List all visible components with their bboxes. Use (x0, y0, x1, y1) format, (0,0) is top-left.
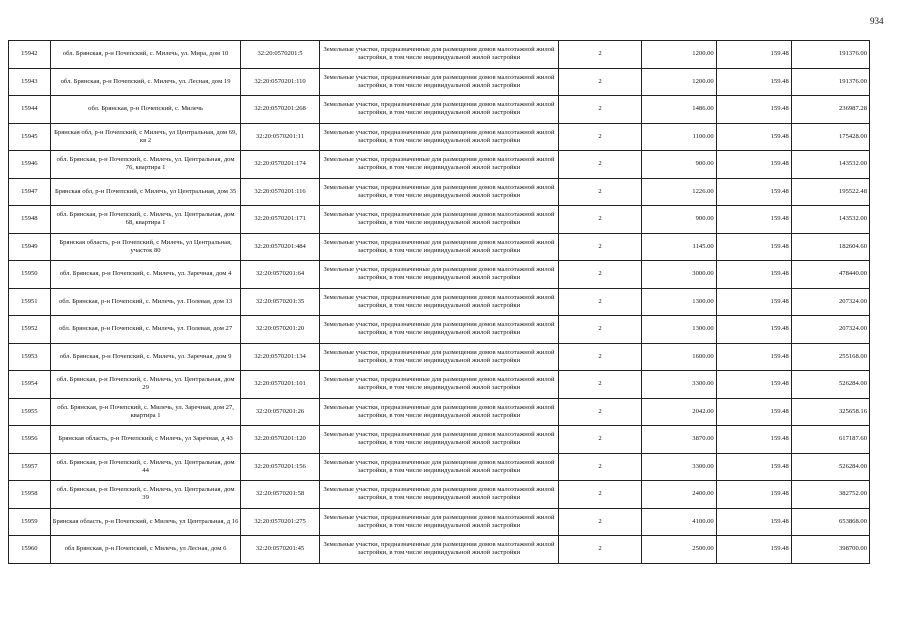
category-cell: 2 (559, 453, 641, 481)
cadastral-value-cell: 617187.60 (791, 426, 869, 454)
cadastral-value-cell: 653868.00 (791, 508, 869, 536)
category-cell: 2 (559, 426, 641, 454)
land-use-cell: Земельные участки, предназначенные для размещения домов малоэтажной жилой застройки, в том числе индивидуальной жилой застройки (319, 68, 559, 96)
rate-cell: 159.48 (716, 371, 791, 399)
category-cell: 2 (559, 316, 641, 344)
table-row (9, 481, 870, 509)
row-number: 15945 (9, 123, 51, 151)
rate-cell: 159.48 (716, 398, 791, 426)
cadastral-number-cell: 32:20:0570201:64 (241, 261, 319, 289)
table-row (9, 288, 870, 316)
address-cell: обл. Брянская, р-н Почепский, с. Милечь, ул. Полевая, дом 27 (50, 316, 241, 344)
cadastral-number-cell: 32:20:0570201:101 (241, 371, 319, 399)
cadastral-value-cell: 195522.48 (791, 178, 869, 206)
cadastral-number-cell: 32:20:0570201:171 (241, 206, 319, 234)
rate-cell: 159.48 (716, 536, 791, 564)
area-cell: 2400.00 (641, 481, 716, 509)
cadastral-number-cell: 32:20:0570201:484 (241, 233, 319, 261)
rate-cell: 159.48 (716, 96, 791, 124)
land-use-cell: Земельные участки, предназначенные для размещения домов малоэтажной жилой застройки, в том числе индивидуальной жилой застройки (319, 343, 559, 371)
rate-cell: 159.48 (716, 206, 791, 234)
land-use-cell: Земельные участки, предназначенные для размещения домов малоэтажной жилой застройки, в том числе индивидуальной жилой застройки (319, 426, 559, 454)
table-row (9, 261, 870, 289)
table-row (9, 41, 870, 69)
address-cell: Брянская область, р-н Почепский, с Милечь, ул Центральная, участок 80 (50, 233, 241, 261)
row-number: 15947 (9, 178, 51, 206)
category-cell: 2 (559, 206, 641, 234)
cadastral-number-cell: 32:20:0570201:5 (241, 41, 319, 69)
table-row (9, 123, 870, 151)
land-registry-table (8, 40, 870, 564)
cadastral-value-cell: 191376.00 (791, 68, 869, 96)
land-use-cell: Земельные участки, предназначенные для размещения домов малоэтажной жилой застройки, в том числе индивидуальной жилой застройки (319, 151, 559, 179)
row-number: 15960 (9, 536, 51, 564)
cadastral-number-cell: 32:20:0570201:26 (241, 398, 319, 426)
rate-cell: 159.48 (716, 178, 791, 206)
land-use-cell: Земельные участки, предназначенные для размещения домов малоэтажной жилой застройки, в том числе индивидуальной жилой застройки (319, 178, 559, 206)
category-cell: 2 (559, 398, 641, 426)
category-cell: 2 (559, 41, 641, 69)
address-cell: обл. Брянская, р-н Почепский, с. Милечь, ул. Центральная, дом 68, квартира 1 (50, 206, 241, 234)
area-cell: 1300.00 (641, 288, 716, 316)
land-use-cell: Земельные участки, предназначенные для размещения домов малоэтажной жилой застройки, в том числе индивидуальной жилой застройки (319, 536, 559, 564)
address-cell: обл. Брянская, р-н Почепский, с. Милечь, ул. Лесная, дом 19 (50, 68, 241, 96)
rate-cell: 159.48 (716, 233, 791, 261)
table-row (9, 426, 870, 454)
area-cell: 3300.00 (641, 371, 716, 399)
table-row (9, 151, 870, 179)
cadastral-number-cell: 32:20:0570201:58 (241, 481, 319, 509)
cadastral-number-cell: 32:20:0570201:11 (241, 123, 319, 151)
area-cell: 1300.00 (641, 316, 716, 344)
rate-cell: 159.48 (716, 508, 791, 536)
rate-cell: 159.48 (716, 453, 791, 481)
land-use-cell: Земельные участки, предназначенные для размещения домов малоэтажной жилой застройки, в том числе индивидуальной жилой застройки (319, 481, 559, 509)
cadastral-value-cell: 325658.16 (791, 398, 869, 426)
rate-cell: 159.48 (716, 123, 791, 151)
row-number: 15944 (9, 96, 51, 124)
area-cell: 3000.00 (641, 261, 716, 289)
cadastral-value-cell: 207324.00 (791, 288, 869, 316)
page-number: 934 (870, 16, 884, 26)
cadastral-value-cell: 526284.00 (791, 453, 869, 481)
rate-cell: 159.48 (716, 68, 791, 96)
address-cell: обл. Брянская, р-н Почепский, с. Милечь, ул. Центральная, дом 44 (50, 453, 241, 481)
table-row (9, 178, 870, 206)
table-row (9, 398, 870, 426)
category-cell: 2 (559, 96, 641, 124)
row-number: 15956 (9, 426, 51, 454)
cadastral-number-cell: 32:20:0570201:120 (241, 426, 319, 454)
address-cell: Брянская обл, р-н Почепский, с Милечь, ул Центральная, дом 69, кв 2 (50, 123, 241, 151)
row-number: 15946 (9, 151, 51, 179)
address-cell: обл. Брянская, р-н Почепский, с. Милечь, ул. Заречная, дом 27, квартира 1 (50, 398, 241, 426)
cadastral-number-cell: 32:20:0570201:116 (241, 178, 319, 206)
rate-cell: 159.48 (716, 41, 791, 69)
table-row (9, 68, 870, 96)
category-cell: 2 (559, 288, 641, 316)
row-number: 15953 (9, 343, 51, 371)
area-cell: 1226.00 (641, 178, 716, 206)
row-number: 15955 (9, 398, 51, 426)
land-use-cell: Земельные участки, предназначенные для размещения домов малоэтажной жилой застройки, в том числе индивидуальной жилой застройки (319, 96, 559, 124)
area-cell: 1200.00 (641, 68, 716, 96)
table-row (9, 343, 870, 371)
land-use-cell: Земельные участки, предназначенные для размещения домов малоэтажной жилой застройки, в том числе индивидуальной жилой застройки (319, 233, 559, 261)
row-number: 15943 (9, 68, 51, 96)
cadastral-number-cell: 32:20:0570201:174 (241, 151, 319, 179)
rate-cell: 159.48 (716, 343, 791, 371)
address-cell: обл. Брянская, р-н Почепский, с. Милечь (50, 96, 241, 124)
area-cell: 2500.00 (641, 536, 716, 564)
land-use-cell: Земельные участки, предназначенные для размещения домов малоэтажной жилой застройки, в том числе индивидуальной жилой застройки (319, 261, 559, 289)
category-cell: 2 (559, 343, 641, 371)
land-use-cell: Земельные участки, предназначенные для размещения домов малоэтажной жилой застройки, в том числе индивидуальной жилой застройки (319, 316, 559, 344)
cadastral-value-cell: 236987.28 (791, 96, 869, 124)
table-row (9, 508, 870, 536)
category-cell: 2 (559, 151, 641, 179)
land-use-cell: Земельные участки, предназначенные для размещения домов малоэтажной жилой застройки, в том числе индивидуальной жилой застройки (319, 398, 559, 426)
cadastral-value-cell: 255168.00 (791, 343, 869, 371)
cadastral-value-cell: 143532.00 (791, 151, 869, 179)
area-cell: 1200.00 (641, 41, 716, 69)
cadastral-number-cell: 32:20:0570201:275 (241, 508, 319, 536)
address-cell: обл. Брянская, р-н Почепский, с. Милечь, ул. Центральная, дом 76, квартира 1 (50, 151, 241, 179)
cadastral-value-cell: 478440.00 (791, 261, 869, 289)
land-use-cell: Земельные участки, предназначенные для размещения домов малоэтажной жилой застройки, в том числе индивидуальной жилой застройки (319, 453, 559, 481)
table-row (9, 316, 870, 344)
row-number: 15952 (9, 316, 51, 344)
area-cell: 1145.00 (641, 233, 716, 261)
land-use-cell: Земельные участки, предназначенные для размещения домов малоэтажной жилой застройки, в том числе индивидуальной жилой застройки (319, 41, 559, 69)
category-cell: 2 (559, 481, 641, 509)
area-cell: 3300.00 (641, 453, 716, 481)
rate-cell: 159.48 (716, 481, 791, 509)
address-cell: Брянская обл, р-н Почепский, с Милечь, ул Центральная, дом 35 (50, 178, 241, 206)
cadastral-value-cell: 143532.00 (791, 206, 869, 234)
rate-cell: 159.48 (716, 426, 791, 454)
rate-cell: 159.48 (716, 288, 791, 316)
cadastral-number-cell: 32:20:0570201:20 (241, 316, 319, 344)
category-cell: 2 (559, 371, 641, 399)
row-number: 15949 (9, 233, 51, 261)
row-number: 15942 (9, 41, 51, 69)
table-row (9, 96, 870, 124)
category-cell: 2 (559, 123, 641, 151)
row-number: 15957 (9, 453, 51, 481)
category-cell: 2 (559, 68, 641, 96)
row-number: 15948 (9, 206, 51, 234)
cadastral-value-cell: 175428.00 (791, 123, 869, 151)
address-cell: обл Брянская, р-н Почепский, с Милечь, ул Лесная, дом 6 (50, 536, 241, 564)
cadastral-number-cell: 32:20:0570201:45 (241, 536, 319, 564)
cadastral-number-cell: 32:20:0570201:110 (241, 68, 319, 96)
cadastral-number-cell: 32:20:0570201:134 (241, 343, 319, 371)
land-use-cell: Земельные участки, предназначенные для размещения домов малоэтажной жилой застройки, в том числе индивидуальной жилой застройки (319, 508, 559, 536)
row-number: 15950 (9, 261, 51, 289)
rate-cell: 159.48 (716, 261, 791, 289)
category-cell: 2 (559, 508, 641, 536)
table-body (9, 41, 870, 564)
row-number: 15959 (9, 508, 51, 536)
table-row (9, 233, 870, 261)
area-cell: 900.00 (641, 206, 716, 234)
cadastral-value-cell: 207324.00 (791, 316, 869, 344)
cadastral-value-cell: 398700.00 (791, 536, 869, 564)
cadastral-value-cell: 182604.60 (791, 233, 869, 261)
table-row (9, 536, 870, 564)
table-row (9, 453, 870, 481)
category-cell: 2 (559, 261, 641, 289)
row-number: 15958 (9, 481, 51, 509)
area-cell: 1100.00 (641, 123, 716, 151)
cadastral-value-cell: 191376.00 (791, 41, 869, 69)
area-cell: 4100.00 (641, 508, 716, 536)
area-cell: 3870.00 (641, 426, 716, 454)
land-use-cell: Земельные участки, предназначенные для размещения домов малоэтажной жилой застройки, в том числе индивидуальной жилой застройки (319, 206, 559, 234)
cadastral-value-cell: 526284.00 (791, 371, 869, 399)
cadastral-value-cell: 382752.00 (791, 481, 869, 509)
rate-cell: 159.48 (716, 316, 791, 344)
cadastral-number-cell: 32:20:0570201:35 (241, 288, 319, 316)
table-row (9, 206, 870, 234)
cadastral-number-cell: 32:20:0570201:268 (241, 96, 319, 124)
address-cell: Брянская область, р-н Почепский, с Милечь, ул Центральная, д 16 (50, 508, 241, 536)
address-cell: обл. Брянская, р-н Почепский, с. Милечь, ул. Заречная, дом 9 (50, 343, 241, 371)
category-cell: 2 (559, 233, 641, 261)
address-cell: обл. Брянская, р-н Почепский, с. Милечь, ул. Центральная, дом 29 (50, 371, 241, 399)
rate-cell: 159.48 (716, 151, 791, 179)
area-cell: 2042.00 (641, 398, 716, 426)
land-use-cell: Земельные участки, предназначенные для размещения домов малоэтажной жилой застройки, в том числе индивидуальной жилой застройки (319, 123, 559, 151)
address-cell: обл. Брянская, р-н Почепский, с. Милечь, ул. Полевая, дом 13 (50, 288, 241, 316)
category-cell: 2 (559, 536, 641, 564)
land-use-cell: Земельные участки, предназначенные для размещения домов малоэтажной жилой застройки, в том числе индивидуальной жилой застройки (319, 288, 559, 316)
address-cell: обл. Брянская, р-н Почепский, с. Милечь, ул. Центральная, дом 39 (50, 481, 241, 509)
land-use-cell: Земельные участки, предназначенные для размещения домов малоэтажной жилой застройки, в том числе индивидуальной жилой застройки (319, 371, 559, 399)
area-cell: 900.00 (641, 151, 716, 179)
address-cell: обл. Брянская, р-н Почепский, с. Милечь, ул. Мира, дом 10 (50, 41, 241, 69)
table-row (9, 371, 870, 399)
row-number: 15951 (9, 288, 51, 316)
cadastral-number-cell: 32:20:0570201:156 (241, 453, 319, 481)
area-cell: 1600.00 (641, 343, 716, 371)
address-cell: обл. Брянская, р-н Почепский, с. Милечь, ул. Заречная, дом 4 (50, 261, 241, 289)
category-cell: 2 (559, 178, 641, 206)
row-number: 15954 (9, 371, 51, 399)
area-cell: 1486.00 (641, 96, 716, 124)
address-cell: Брянская область, р-н Почепский, с Милечь, ул Заречная, д 43 (50, 426, 241, 454)
